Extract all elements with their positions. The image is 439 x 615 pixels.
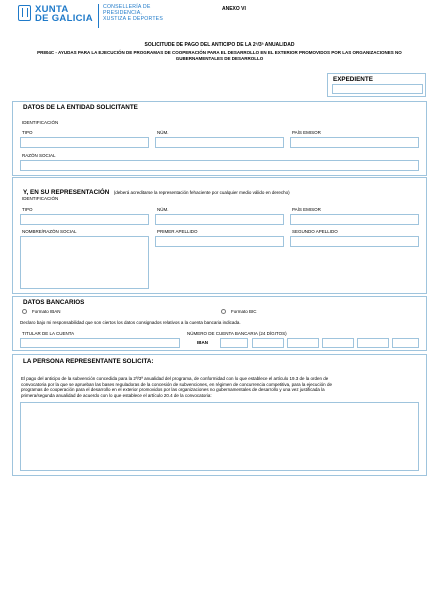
consellaria-name bbox=[103, 5, 163, 22]
expediente-field[interactable] bbox=[332, 84, 423, 94]
iban-segment-2[interactable] bbox=[252, 338, 284, 348]
representante-note: (deberá acreditarse la representación fehaciente por cualquier medio válido en derecho) bbox=[113, 190, 290, 195]
expediente-label: EXPEDIENTE bbox=[333, 76, 373, 83]
consellaria-line1: CONSELLERÍA DE bbox=[103, 4, 151, 10]
solicita-text bbox=[21, 376, 425, 398]
representante-pais-label: PAÍS EMISOR bbox=[292, 207, 321, 212]
entidad-num-field[interactable] bbox=[155, 137, 284, 148]
solicita-textarea[interactable] bbox=[20, 402, 419, 471]
numero-cuenta-label: NÚMERO DE CUENTA BANCARIA (24 DÍGITOS) bbox=[187, 331, 287, 336]
solicita-text-line4: primera/segunda anualidad de acuerdo con lo que establece el artículo 20.4 de la convocatoria: bbox=[21, 392, 212, 398]
header-divider bbox=[98, 4, 99, 28]
entidad-title: DATOS DE LA ENTIDAD SOLICITANTE bbox=[23, 104, 138, 111]
iban-segment-3[interactable] bbox=[287, 338, 319, 348]
solicita-text-line2: convocatoria por la que se aprueban las bases reguladoras de la concesión de subvenciones, en régimen de concurrencia competitiva, para la ejecución de bbox=[21, 381, 332, 387]
representante-title-row bbox=[23, 181, 290, 199]
solicita-text-line1: El pago del anticipo de la subvención concedida para la 2ª/3ª anualidad del programa, de conformidad con lo que establece el artículo 19.3 de la orden de bbox=[21, 376, 329, 381]
entidad-num-label: NÚM. bbox=[157, 130, 169, 135]
bancarios-declaracion: Declaro bajo mi responsabilidad que son ciertos los datos consignados relativos a la cuenta bancaria indicada. bbox=[20, 320, 241, 325]
entidad-razon-field[interactable] bbox=[20, 160, 419, 171]
representante-pais-field[interactable] bbox=[290, 214, 419, 225]
form-title: SOLICITUDE DE PAGO DEL ANTICIPO DE LA 2ª/3ª ANUALIDAD bbox=[144, 42, 295, 48]
formato-iban-label: Formato IBAN bbox=[32, 309, 61, 314]
solicita-title: LA PERSONA REPRESENTANTE SOLICITA: bbox=[23, 358, 154, 365]
form-subtitle-line1: PR804C - AYUDAS PARA LA EJECUCIÓN DE PROGRAMAS DE COOPERACIÓN PARA EL DESARROLLO EN EL EXTERIOR PROMOVIDOS POR LAS ORGANIZACIONES NO bbox=[37, 50, 402, 55]
titular-cuenta-field[interactable] bbox=[20, 338, 180, 348]
entidad-razon-label: RAZÓN SOCIAL bbox=[22, 153, 56, 158]
iban-segment-5[interactable] bbox=[357, 338, 389, 348]
annex-label: ANEXO VI bbox=[222, 6, 246, 12]
entidad-pais-label: PAÍS EMISOR bbox=[292, 130, 321, 135]
representante-tipo-label: TIPO bbox=[22, 207, 33, 212]
solicita-text-line3: programas de cooperación para el desarrollo en el exterior promovidos por las organizaciones no gubernamentales de desarrollo y una vez justificada la bbox=[21, 387, 325, 392]
form-subtitle-line2: GUBERNAMENTALES DE DESARROLLO bbox=[175, 56, 264, 61]
entidad-tipo-label: TIPO bbox=[22, 130, 33, 135]
consellaria-line3: XUSTIZA E DEPORTES bbox=[103, 15, 164, 22]
formato-iban-radio[interactable] bbox=[22, 309, 27, 314]
representante-num-field[interactable] bbox=[155, 214, 284, 225]
iban-label: IBAN bbox=[197, 340, 208, 345]
org-name-line2: DE GALICIA bbox=[35, 13, 93, 24]
representante-nombre-label: NOMBRE/RAZÓN SOCIAL bbox=[22, 229, 77, 234]
iban-segment-4[interactable] bbox=[322, 338, 354, 348]
entidad-identificacion-label: IDENTIFICACIÓN bbox=[22, 120, 59, 125]
iban-segment-1[interactable] bbox=[220, 338, 248, 348]
xunta-logo-icon bbox=[18, 5, 31, 21]
entidad-pais-field[interactable] bbox=[290, 137, 419, 148]
representante-num-label: NÚM. bbox=[157, 207, 169, 212]
formato-bic-label: Formato BIC bbox=[231, 309, 257, 314]
representante-nombre-field[interactable] bbox=[20, 236, 149, 289]
titular-cuenta-label: TITULAR DE LA CUENTA bbox=[22, 331, 75, 336]
representante-identificacion-label: IDENTIFICACIÓN bbox=[22, 196, 59, 201]
bancarios-title: DATOS BANCARIOS bbox=[23, 299, 85, 306]
representante-apellido1-field[interactable] bbox=[155, 236, 284, 247]
representante-apellido2-field[interactable] bbox=[290, 236, 419, 247]
consellaria-line2: PRESIDENCIA, bbox=[103, 9, 143, 16]
representante-apellido1-label: PRIMER APELLIDO bbox=[157, 229, 198, 234]
formato-bic-radio[interactable] bbox=[221, 309, 226, 314]
org-name-line1: XUNTA bbox=[35, 4, 69, 15]
representante-title: Y, EN SU REPRESENTACIÓN bbox=[23, 189, 110, 196]
entidad-tipo-field[interactable] bbox=[20, 137, 149, 148]
representante-apellido2-label: SEGUNDO APELLIDO bbox=[292, 229, 338, 234]
iban-segment-6[interactable] bbox=[392, 338, 419, 348]
representante-tipo-field[interactable] bbox=[20, 214, 149, 225]
org-name bbox=[35, 5, 93, 23]
